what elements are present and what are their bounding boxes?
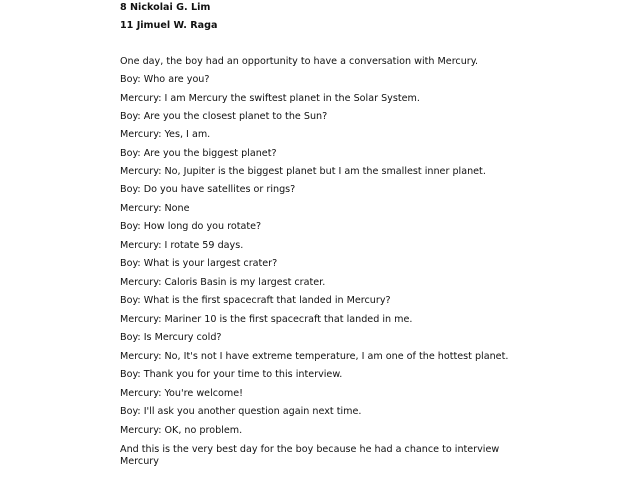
dialogue-line: Boy: Are you the biggest planet?	[120, 148, 277, 159]
dialogue-line: Mercury: You're welcome!	[120, 388, 243, 399]
dialogue-line: Boy: How long do you rotate?	[120, 221, 262, 232]
closing-paragraph: And this is the very best day for the boy because he had a chance to interview Mercury	[120, 444, 500, 467]
dialogue-line: Boy: What is the first spacecraft that landed in Mercury?	[120, 295, 391, 306]
dialogue-line: Mercury: No, Jupiter is the biggest planet but I am the smallest inner planet.	[120, 166, 486, 177]
dialogue-line: Mercury: I am Mercury the swiftest planet in the Solar System.	[120, 93, 420, 104]
dialogue-line: Mercury: Yes, I am.	[120, 129, 211, 140]
dialogue-line: Boy: Are you the closest planet to the Sun?	[120, 111, 328, 122]
author-line-2: 11 Jimuel W. Raga	[120, 20, 218, 31]
dialogue-line: Boy: I'll ask you another question again next time.	[120, 406, 362, 417]
dialogue-line: Mercury: No, It's not I have extreme temperature, I am one of the hottest planet.	[120, 351, 509, 362]
dialogue-line: Mercury: OK, no problem.	[120, 425, 243, 436]
author-line-1: 8 Nickolai G. Lim	[120, 2, 211, 13]
dialogue-line: Mercury: Caloris Basin is my largest crater.	[120, 277, 326, 288]
dialogue-line: Mercury: I rotate 59 days.	[120, 240, 244, 251]
dialogue-line: Boy: Is Mercury cold?	[120, 332, 222, 343]
dialogue-line: Mercury: None	[120, 203, 190, 214]
dialogue-line: Mercury: Mariner 10 is the first spacecraft that landed in me.	[120, 314, 413, 325]
dialogue-line: Boy: Thank you for your time to this interview.	[120, 369, 343, 380]
intro-paragraph: One day, the boy had an opportunity to have a conversation with Mercury.	[120, 56, 479, 67]
dialogue-line: Boy: Do you have satellites or rings?	[120, 184, 296, 195]
dialogue-line: Boy: What is your largest crater?	[120, 258, 278, 269]
dialogue-line: Boy: Who are you?	[120, 74, 210, 85]
